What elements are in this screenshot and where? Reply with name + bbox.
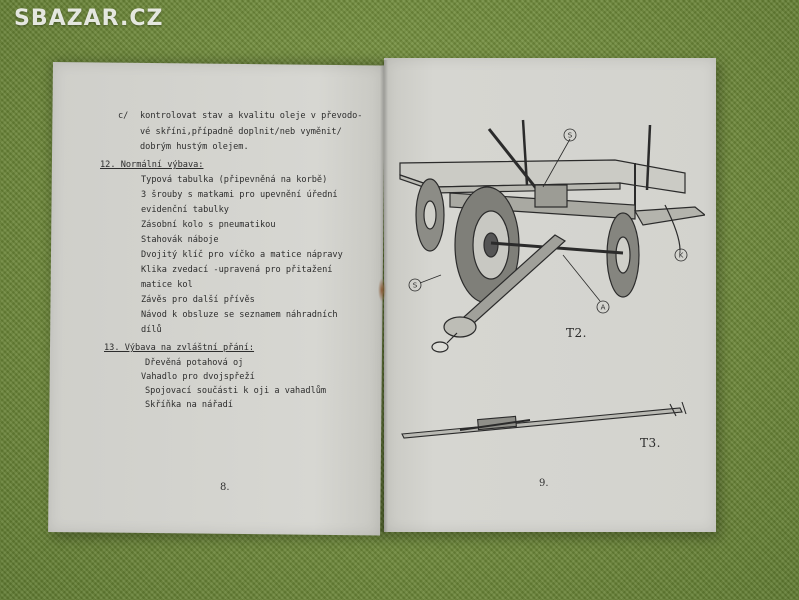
drawbar-illustration [400, 400, 690, 440]
text-line: Dvojitý klíč pro víčko a matice nápravy [141, 250, 343, 260]
text-line: c/ [118, 111, 129, 121]
text-line: dobrým hustým olejem. [140, 142, 249, 152]
callout-k: K [678, 251, 684, 260]
watermark-text: SBAZAR.CZ [14, 6, 164, 31]
text-line: Návod k obsluze se seznamem náhradních [141, 310, 338, 320]
text-line: evidenční tabulky [141, 205, 229, 215]
text-line: vé skříni,případně doplnit/neb vyměnit/ [140, 127, 342, 137]
figure-label-t3: T3. [640, 436, 661, 450]
text-line: kontrolovat stav a kvalitu oleje v převodo- [140, 111, 363, 121]
text-line: Dřevěná potahová oj [145, 358, 244, 368]
text-line: Zásobní kolo s pneumatikou [141, 220, 276, 230]
text-line: Klika zvedací -upravená pro přitažení [141, 265, 333, 275]
text-line: Typová tabulka (připevněná na korbě) [141, 175, 328, 185]
right-page-number: 9. [539, 478, 549, 489]
text-line: Vahadlo pro dvojspřeží [141, 372, 255, 382]
text-line: 3 šrouby s matkami pro upevnění úřední [141, 190, 338, 200]
text-line: matice kol [141, 280, 193, 290]
text-line: dílů [141, 325, 162, 335]
text-line: Stahovák náboje [141, 235, 219, 245]
text-line: Skříňka na nářadí [145, 400, 233, 410]
text-line: Spojovací součásti k oji a vahadlům [145, 386, 327, 396]
rust-stain [378, 278, 386, 302]
figure-label-t2: T2. [566, 326, 587, 340]
callout-a: A [600, 303, 606, 312]
section-heading: 12. Normální výbava: [100, 160, 204, 170]
callout-s-left: S [412, 281, 418, 290]
left-page-number: 8. [220, 482, 230, 493]
callout-s-top: S [567, 131, 573, 140]
text-line: Závěs pro další přívěs [141, 295, 255, 305]
trailer-illustration [395, 115, 705, 365]
section-heading: 13. Výbava na zvláštní přání: [104, 343, 255, 353]
